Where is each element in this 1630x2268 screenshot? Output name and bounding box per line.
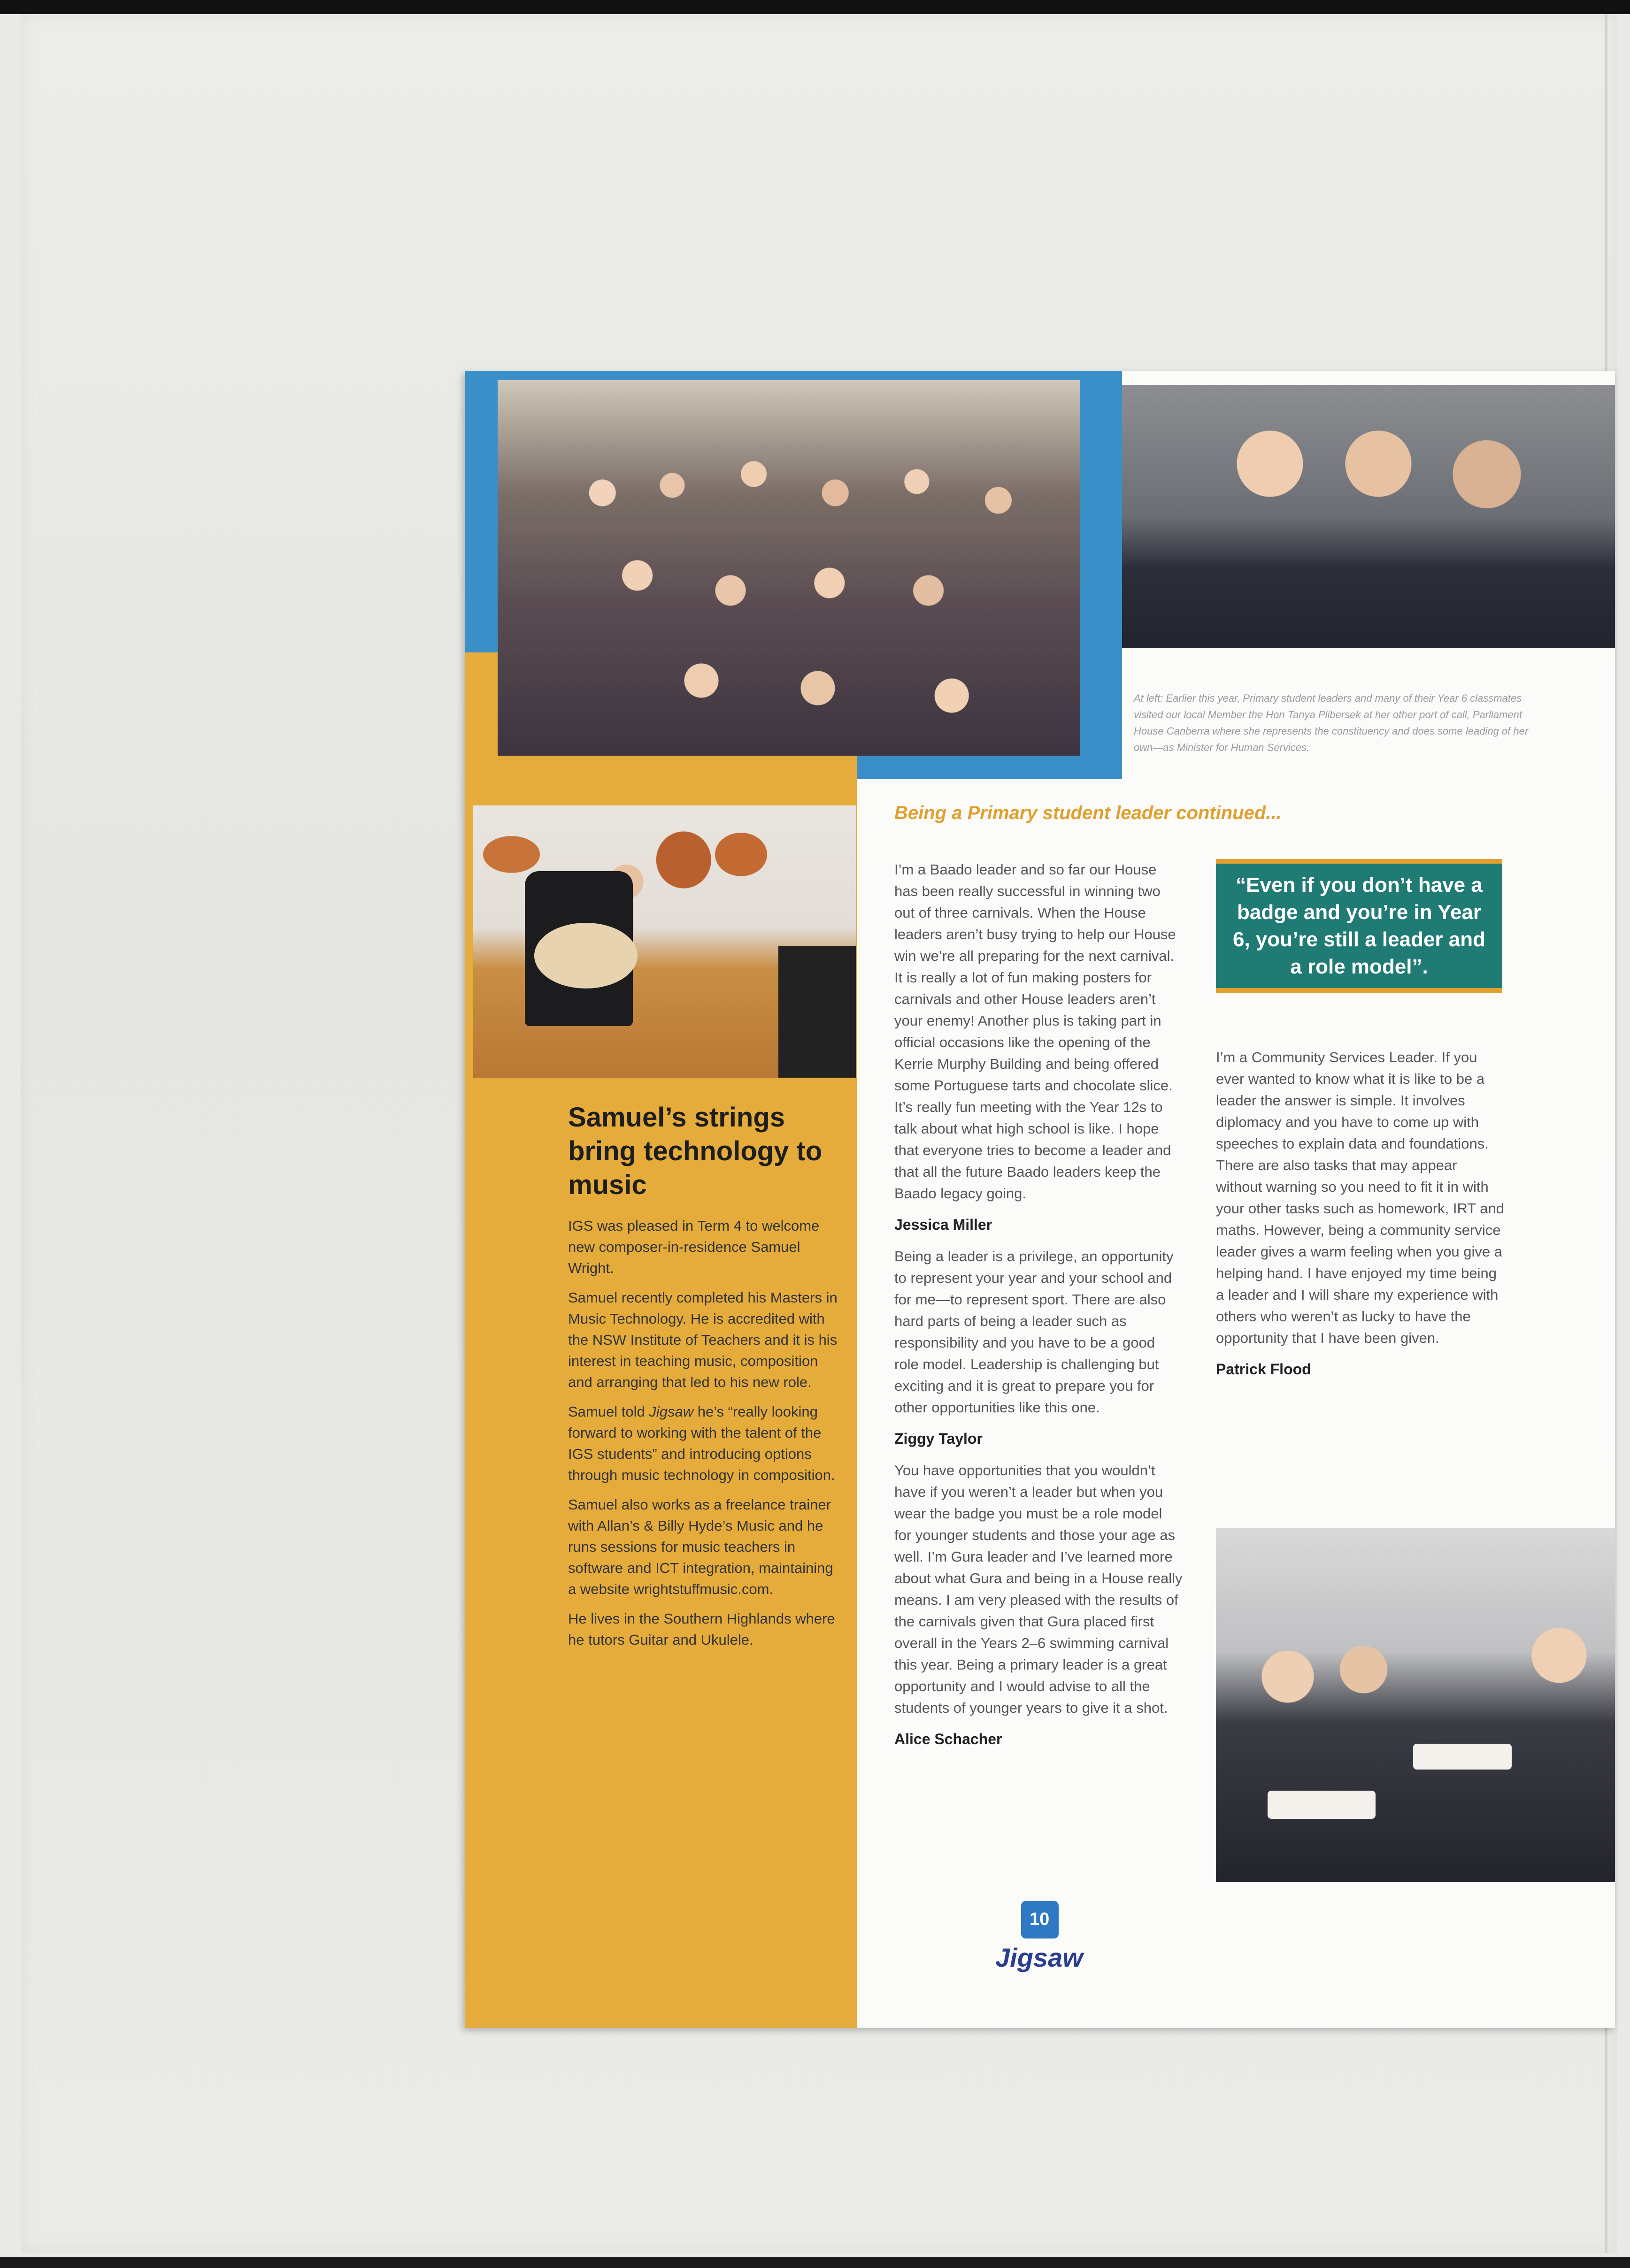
text-run: Samuel told xyxy=(568,1403,649,1420)
samuel-paragraph: Samuel recently completed his Masters in Music Technology. He is accredited with the NSW Institute of Teachers and it is his interest in teaching music, composition and arranging that led to his new role. xyxy=(568,1289,838,1390)
leader-column-right xyxy=(1216,1047,1507,1390)
leader-paragraph: I’m a Community Services Leader. If you ever wanted to know what it is like to be a leader the answer is simple. It involves diplomacy and you have to come up with speeches to explain data and foundations. There are also tasks that may appear without warning so you need to fit it in with your other tasks such as homework, IRT and maths. However, being a community service leader gives a warm feeling when you give a helping hand. I have enjoyed my time being a leader and I will share my experience with others who weren’t as lucky to have the opportunity that I have been given. xyxy=(1216,1049,1504,1346)
leader-column-left xyxy=(894,859,1183,1760)
jigsaw-logo xyxy=(995,1901,1089,1995)
leader-paragraph: I’m a Baado leader and so far our House has been really successful in winning two out of three carnivals. When the House leaders aren’t busy trying to help our House win we’re all preparing for the next carnival. It is really a lot of fun making posters for carnivals and other House leaders aren’t your enemy! Another plus is taking part in official occasions like the opening of the Kerrie Murphy Building and being offered some Portuguese tarts and chocolate slice. It’s really fun meeting with the Year 12s to talk about what high school is like. I hope that everyone tries to become a leader and that all the future Baado leaders keep the Baado legacy going. xyxy=(894,861,1176,1202)
author-name: Ziggy Taylor xyxy=(894,1430,983,1447)
author-name: Alice Schacher xyxy=(894,1731,1002,1747)
samuel-heading: Samuel’s strings bring technology to music xyxy=(568,1102,823,1200)
keyboard-icon xyxy=(778,946,856,1078)
group-photo-parliament xyxy=(498,380,1080,756)
scan-top-edge xyxy=(0,0,1630,14)
student-leaders-photo xyxy=(1122,385,1615,648)
guitar-icon xyxy=(534,923,638,988)
jigsaw-emphasis: Jigsaw xyxy=(649,1403,694,1420)
puzzle-piece-icon xyxy=(1021,1901,1059,1939)
samuel-paragraph: Samuel also works as a freelance trainer with Allan’s & Billy Hyde’s Music and he runs sessions for music teachers in software and ICT integration, maintaining a website wrightstuffmusic.com. xyxy=(568,1496,833,1597)
samuel-paragraph: IGS was pleased in Term 4 to welcome new composer-in-residence Samuel Wright. xyxy=(568,1218,820,1276)
logo-wordmark: Jigsaw xyxy=(995,1943,1083,1972)
scan-bottom-edge xyxy=(0,2257,1630,2268)
author-name: Jessica Miller xyxy=(894,1216,992,1233)
text-run: he’s “really looking forward to working with the talent of the IGS students” and introducing options through music technology in composition. xyxy=(568,1403,835,1483)
author-name: Patrick Flood xyxy=(1216,1361,1311,1378)
samuel-paragraph xyxy=(568,1401,845,1486)
leader-paragraph: Being a leader is a privilege, an opportunity to represent your year and your school and for me—to represent sport. There are also hard parts of being a leader such as responsibility and you have to be a good role model. Leadership is challenging but exciting and it is great to prepare you for other opportunities like this one. xyxy=(894,1248,1174,1416)
students-serving-food-photo xyxy=(1216,1528,1615,1882)
food-tray xyxy=(1268,1791,1376,1819)
samuel-guitar-photo xyxy=(473,805,856,1078)
section-title: Being a Primary student leader continued... xyxy=(894,803,1282,823)
pull-quote-text: “Even if you don’t have a badge and you’re in Year 6, you’re still a leader and a role model”. xyxy=(1233,873,1485,978)
photo-caption: At left: Earlier this year, Primary student leaders and many of their Year 6 classmates visited our local Member the Hon Tanya Plibersek at her other port of call, Parliament House Canberra where she represents the constituency and does some leading of her own—as Minister for Human Services. xyxy=(1134,692,1529,753)
magazine-page xyxy=(465,371,1615,2028)
samuel-article xyxy=(568,1101,845,1659)
pull-quote xyxy=(1216,859,1502,993)
samuel-paragraph: He lives in the Southern Highlands where he tutors Guitar and Ukulele. xyxy=(568,1610,835,1648)
food-tray xyxy=(1413,1744,1512,1770)
logo-number: 10 xyxy=(1030,1909,1050,1929)
leader-paragraph: You have opportunities that you wouldn’t have if you weren’t a leader but when you wear the badge you must be a role model for younger students and those your age as well. I’m Gura leader and I’ve learned more about what Gura and being in a House really means. I am very pleased with the results of the carnivals given that Gura placed first overall in the Years 2–6 swimming carnival this year. Being a primary leader is a great opportunity and I would advise to all the students of younger years to give it a shot. xyxy=(894,1462,1183,1716)
